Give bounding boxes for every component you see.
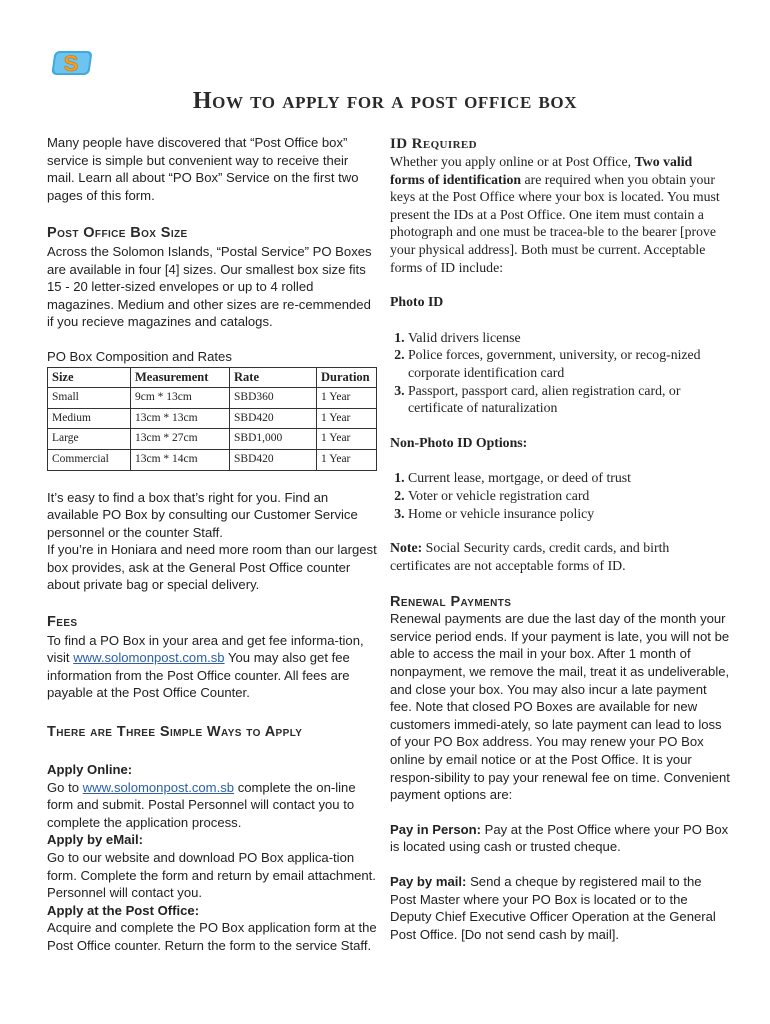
list-item: 3. Home or vehicle insurance policy <box>408 505 730 523</box>
table-row <box>48 449 377 470</box>
easy-text: It’s easy to find a box that’s right for you. Find an available PO Box by consulting our Customer Service personnel or the counter Staff. <box>47 489 358 540</box>
apply-office-text: Acquire and complete the PO Box application form at the Post Office counter. Return the form to the service Staff. <box>47 920 377 953</box>
table-row <box>48 408 377 429</box>
photo-id-list <box>390 329 730 417</box>
list-item: 1. Current lease, mortgage, or deed of trust <box>408 469 730 487</box>
table-row <box>48 388 377 409</box>
fees-text <box>47 632 377 702</box>
table-cell: SBD360 <box>230 388 317 409</box>
right-column <box>390 134 730 943</box>
table-caption: PO Box Composition and Rates <box>47 348 232 364</box>
intro-text: Many people have discovered that “Post Office box” service is simple but convenient way to receive their mail. Learn all about “PO Box” Service on the first two pages of this form. <box>47 135 359 203</box>
apply-online-link[interactable]: www.solomonpost.com.sb <box>82 779 235 795</box>
col-header-size: Size <box>48 367 131 388</box>
logo-letter: S <box>63 51 79 76</box>
table-cell: 13cm * 13cm <box>131 408 230 429</box>
id-text-post: are required when you obtain your keys at the Post Office where your box is located. You must present the IDs at a Post Office. One item must contain a photograph and one must be tracea-ble to the bearer [prove your physical address]. Both must be current. Acceptable forms of ID include: <box>390 171 720 275</box>
pay-by-mail-label: Pay by mail: <box>390 874 467 889</box>
id-text-bold: Two valid forms of identification <box>390 154 693 187</box>
page-title: How to apply for a post office box <box>192 88 578 114</box>
size-heading: Post Office Box Size <box>47 225 188 242</box>
non-photo-id-heading: Non-Photo ID Options: <box>390 434 528 450</box>
pay-in-person-label: Pay in Person: <box>390 821 481 837</box>
apply-online-pre: Go to <box>47 779 80 795</box>
table-cell: Medium <box>48 408 131 429</box>
apply-email-label: Apply by eMail: <box>47 832 144 848</box>
table-cell: 1 Year <box>317 449 377 470</box>
col-header-rate: Rate <box>230 367 317 388</box>
pay-in-person-body: Pay at the Post Office where your PO Box is located using cash or trusted cheque. <box>390 821 729 855</box>
note-body: Social Security cards, credit cards, and birth certificates are not acceptable forms of ID. <box>390 540 670 573</box>
rates-table-header <box>48 367 377 388</box>
renewal-heading: Renewal Payments <box>390 594 512 611</box>
list-item: 1. Valid drivers license <box>408 329 730 347</box>
note-label: Note: <box>390 540 423 556</box>
renewal-text: Renewal payments are due the last day of the month your service period ends. If your payment is late, you will not be able to access the mail in your box. After 1 month of nonpayment, we remove the mail, treat it as undeliverable, and close your box. You may also incur a late payment fee. Note that closed PO Boxes are available for new customers immedi-ately, so late payment can lead to loss of your PO Box address. You may renew your PO Box online by email notice or at the Post Office. It is your respon-sibility to pay your renewal fee on time. Convenient payment options are: <box>390 611 730 803</box>
table-cell: Large <box>48 429 131 450</box>
table-cell: SBD1,000 <box>230 429 317 450</box>
size-text: Across the Solomon Islands, “Postal Service” PO Boxes are available in four [4] sizes. Our smallest box size fits 15 - 20 letter-sized envelopes or up to 4 rolled magazines. Medium and other sizes are re-cemmended if you recieve magazines and catalogs. <box>47 243 372 330</box>
solomon-post-logo <box>50 48 92 78</box>
pay-in-person-text <box>390 821 730 856</box>
table-cell: 1 Year <box>317 408 377 429</box>
non-photo-id-list <box>390 469 730 522</box>
table-cell: Commercial <box>48 449 131 470</box>
pay-by-mail-body: Send a cheque by registered mail to the Post Master where your PO Box is located or to the Deputy Chief Executive Officer Operation at the General Post Office. [Do not send cash by mail]. <box>390 874 716 942</box>
table-cell: 1 Year <box>317 388 377 409</box>
apply-email-block <box>47 831 377 901</box>
note-text <box>390 539 730 574</box>
apply-online-block <box>47 761 377 831</box>
id-heading: ID Required <box>390 136 477 152</box>
list-item: 3. Passport, passport card, alien registration card, or certificate of naturalization <box>408 382 730 417</box>
pay-by-mail-text <box>390 873 730 943</box>
rates-table <box>47 367 377 471</box>
left-column <box>47 134 377 955</box>
fees-text-pre: To find a PO Box in your area and get fee informa-tion, visit <box>47 632 364 666</box>
ways-heading: There are Three Simple Ways to Apply <box>47 724 303 741</box>
table-cell: SBD420 <box>230 408 317 429</box>
apply-office-block <box>47 902 377 955</box>
fees-text-post: You may also get fee information from the Post Office counter. All fees are payable at the Post Office Counter. <box>47 650 350 701</box>
table-row <box>48 429 377 450</box>
apply-office-label: Apply at the Post Office: <box>47 902 200 918</box>
apply-email-text: Go to our website and download PO Box applica-tion form. Complete the form and return by email attachment. Personnel will contact you. <box>47 850 376 901</box>
col-header-duration: Duration <box>317 367 377 388</box>
table-cell: SBD420 <box>230 449 317 470</box>
table-cell: 1 Year <box>317 429 377 450</box>
id-text-pre: Whether you apply online or at Post Office, <box>390 154 632 169</box>
list-item: 2. Voter or vehicle registration card <box>408 487 730 505</box>
photo-id-heading: Photo ID <box>390 294 444 310</box>
honiara-text: If you’re in Honiara and need more room than our largest box provides, ask at the General Post Office counter about private bag or special delivery. <box>47 542 377 593</box>
table-cell: 13cm * 14cm <box>131 449 230 470</box>
id-text <box>390 153 730 276</box>
fees-heading: Fees <box>47 614 78 631</box>
list-item: 2. Police forces, government, university, or recog-nized corporate identification card <box>408 346 730 381</box>
fees-website-link[interactable]: www.solomonpost.com.sb <box>73 650 225 666</box>
apply-online-text: complete the on-line form and submit. Postal Personnel will contact you to complete the application process. <box>47 779 356 830</box>
apply-online-label: Apply Online: <box>47 762 133 778</box>
table-cell: 9cm * 13cm <box>131 388 230 409</box>
table-cell: Small <box>48 388 131 409</box>
col-header-measurement: Measurement <box>131 367 230 388</box>
table-cell: 13cm * 27cm <box>131 429 230 450</box>
